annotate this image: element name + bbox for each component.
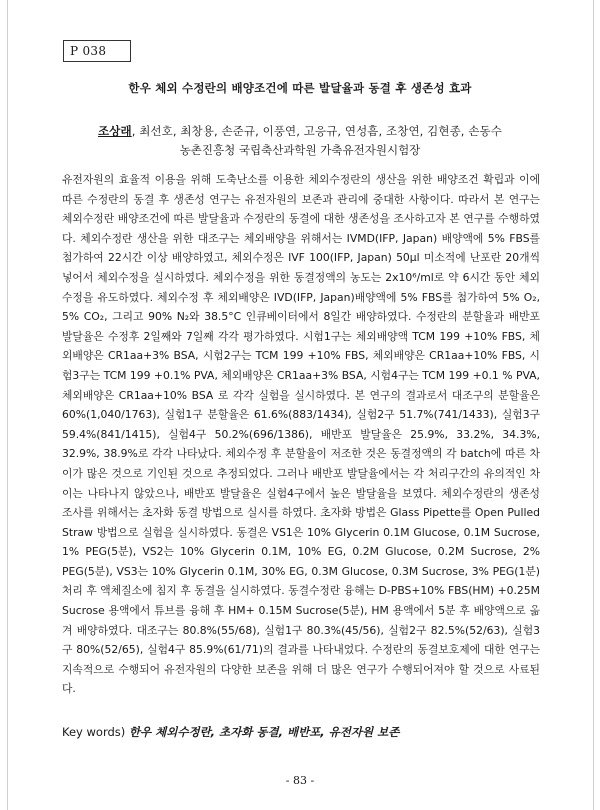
- presenting-author: 조상래: [98, 124, 132, 138]
- poster-id-box: P 038: [63, 40, 131, 62]
- author-list: [60, 123, 540, 139]
- page-number: - 83 -: [285, 774, 315, 787]
- keywords-line: [62, 724, 540, 740]
- page-edge-right: [593, 0, 594, 810]
- abstract-body: 유전자원의 효율적 이용을 위해 도축난소를 이용한 체외수정란의 생산을 위한 배양조건 확립과 이에 따른 수정란의 동결 후 생존성 연구는 유전자원의 보존과 관리에 중대한 사항이다. 따라서 본 연구는 체외수정란 배양조건에 따른 발달율과 수정란의 동결에 대한 생존성을 조사하고자 본 연구를 수행하였다. 체외수정란 생산을 위한 대조구는 체외배양을 위해서는 IVMD(IFP, Japan) 배양액에 5% FBS를 첨가하여 22시간 이상 배양하였고, 체외수정은 IVF 100(IFP, Japan) 50μl 미소적에 난포란 20개씩 넣어서 체외수정을 실시하였다. 체외수정을 위한 동결정액의 농도는 2x10⁶/ml로 약 6시간 동안 체외수정을 유도하였다. 체외수정 후 체외배양은 IVD(IFP, Japan)배양액에 5% FBS를 첨가하여 5% O₂, 5% CO₂, 그리고 90% N₂와 38.5°C 인큐베이터에서 8일간 배양하였다. 수정란의 분할율과 배반포 발달율은 수정후 2일째와 7일째 각각 평가하였다. 시험1구는 체외배양액 TCM 199 +10% FBS, 체외배양은 CR1aa+3% BSA, 시험2구는 TCM 199 +10% FBS, 체외배양은 CR1aa+10% FBS, 시험3구는 TCM 199 +0.1% PVA, 체외배양은 CR1aa+3% BSA, 시험4구는 TCM 199 +0.1 % PVA, 체외배양은 CR1aa+10% BSA 로 각각 실험을 실시하였다. 본 연구의 결과로서 대조구의 분할율은 60%(1,040/1763), 실험1구 분할율은 61.6%(883/1434), 실험2구 51.7%(741/1433), 실험3구 59.4%(841/1415), 실험4구 50.2%(696/1386), 배반포 발달율은 25.9%, 33.2%, 34.3%, 32.9%, 38.9%로 각각 나타났다. 체외수정 후 분할율이 저조한 것은 동결정액의 각 batch에 따른 차이가 많은 것으로 기인된 것으로 추정되었다. 그러나 배반포 발달율에서는 각 처리구간의 유의적인 차이는 나타나지 않았으나, 배반포 발달율은 실험4구에서 높은 발달율을 보였다. 체외수정란의 생존성 조사를 위해서는 초자화 동결 방법으로 실시를 하였다. 초자화 방법은 Glass Pipette를 Open Pulled Straw 방법으로 실험을 실시하였다. 동결은 VS1은 10% Glycerin 0.1M Glucose, 0.1M Sucrose, 1% PEG(5분), VS2는 10% Glycerin 0.1M, 10% EG, 0.2M Glucose, 0.2M Sucrose, 2% PEG(5분), VS3는 10% Glycerin 0.1M, 30% EG, 0.3M Glucose, 0.3M Sucrose, 3% PEG(1분) 처리 후 액체질소에 침지 후 동결을 실시하였다. 동결수정란 융해는 D-PBS+10% FBS(HM) +0.25M Sucrose 용액에서 튜브를 융해 후 HM+ 0.15M Sucrose(5분), HM 용액에서 5분 후 배양액으로 옮겨 배양하였다. 대조구는 80.8%(55/68), 실험1구 80.3%(45/56), 실험2구 82.5%(52/63), 실험3구 80%(52/65), 실험4구 85.9%(61/71)의 결과를 나타내었다. 수정란의 동결보호제에 대한 연구는 지속적으로 수행되어 유전자원의 다양한 보존을 위해 더 많은 연구가 수행되어져야 할 것으로 사료된다.: [62, 173, 540, 696]
- keywords-values: 한우 체외수정란, 초자화 동결, 배반포, 유전자원 보존: [128, 725, 400, 739]
- keywords-label: Key words): [62, 725, 126, 739]
- paper-title: 한우 체외 수정란의 배양조건에 따른 발달율과 동결 후 생존성 효과: [128, 81, 472, 95]
- co-authors: , 최선호, 최창용, 손준규, 이풍연, 고응규, 연성흠, 조창연, 김현종, 손동수: [131, 124, 502, 138]
- page-edge-left: [7, 0, 8, 810]
- affiliation: 농촌진흥청 국립축산과학원 가축유전자원시험장: [179, 143, 421, 157]
